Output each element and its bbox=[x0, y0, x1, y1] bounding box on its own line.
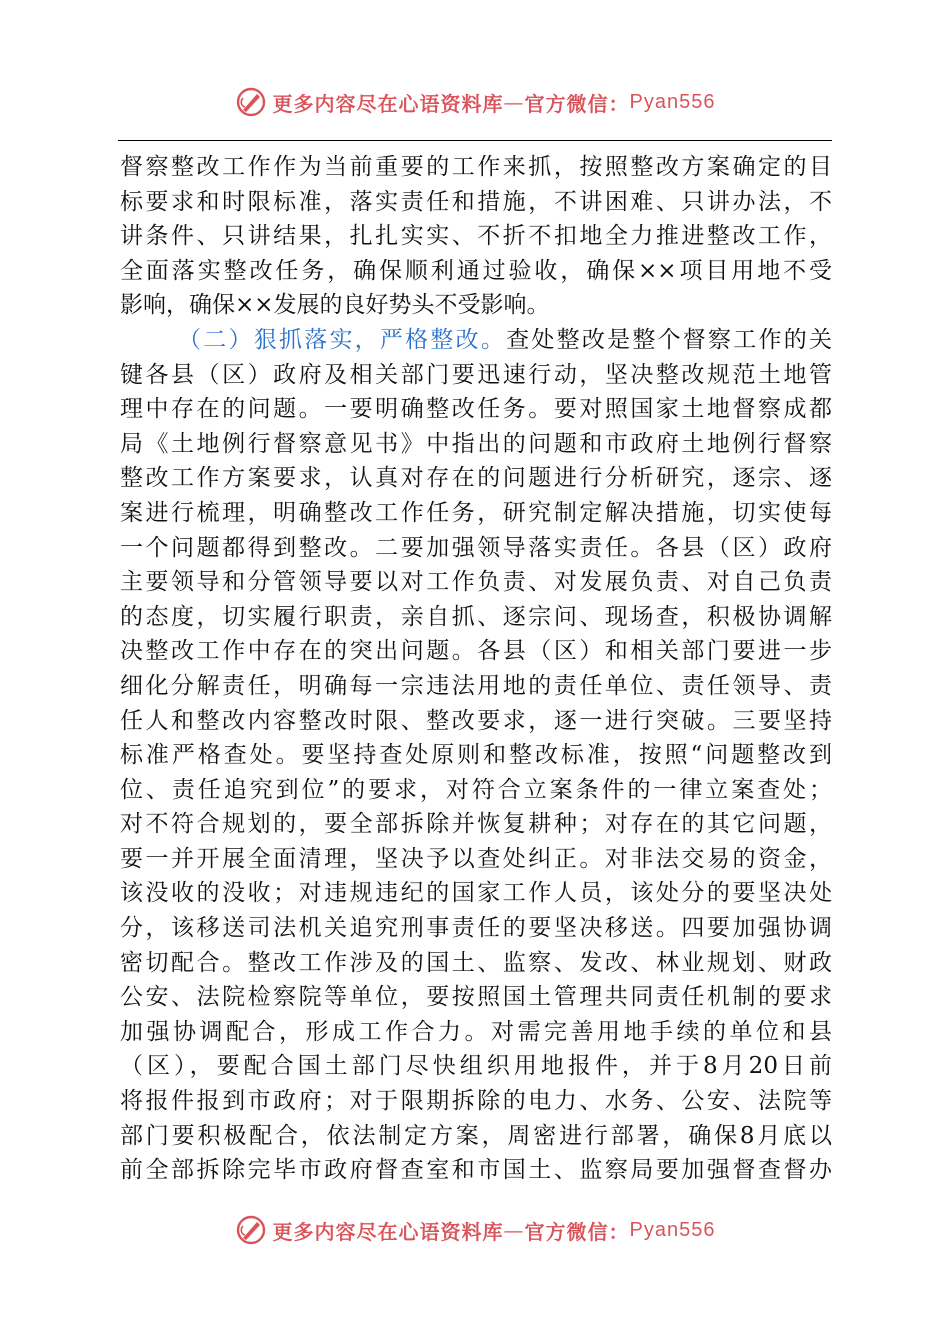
footer-brand: 更多内容尽在心语资料库 bbox=[272, 1219, 504, 1244]
body-line: 决整改工作中存在的突出问题。各县（区）和相关部门要进一步 bbox=[120, 638, 832, 665]
header-separator: — bbox=[503, 90, 525, 114]
body-line: 影响，确保××发展的良好势头不受影响。 bbox=[120, 292, 550, 319]
body-line: 标准严格查处。要坚持查处原则和整改标准，按照“问题整改到 bbox=[120, 742, 832, 769]
body-line: 对不符合规划的，要全部拆除并恢复耕种；对存在的其它问题， bbox=[120, 811, 832, 838]
body-line: 加强协调配合，形成工作合力。对需完善用地手续的单位和县 bbox=[120, 1018, 832, 1045]
body-line: 主要领导和分管领导要以对工作负责、对发展负责、对自己负责 bbox=[120, 569, 832, 596]
body-line: 局《土地例行督察意见书》中指出的问题和市政府土地例行督察 bbox=[120, 430, 832, 457]
body-line: 键各县（区）政府及相关部门要迅速行动，坚决整改规范土地管 bbox=[120, 361, 832, 388]
body-line: 位、责任追究到位”的要求，对符合立案条件的一律立案查处； bbox=[120, 776, 832, 803]
footer-wechat-id: Pyan556 bbox=[629, 1218, 716, 1241]
body-line: 整改工作方案要求，认真对存在的问题进行分析研究，逐宗、逐 bbox=[120, 465, 832, 492]
document-body bbox=[120, 150, 832, 1188]
header-wechat-label: 官方微信： bbox=[524, 91, 630, 116]
body-line: 案进行梳理，明确整改工作任务，研究制定解决措施，切实使每 bbox=[120, 499, 832, 526]
body-line: 一个问题都得到整改。二要加强领导落实责任。各县（区）政府 bbox=[120, 534, 832, 561]
body-line: 标要求和时限标准，落实责任和措施，不讲困难、只讲办法，不 bbox=[120, 188, 832, 215]
body-line: 任人和整改内容整改时限、整改要求，逐一进行突破。三要坚持 bbox=[120, 707, 832, 734]
section-2-first-text: 查处整改是整个督察工作的关 bbox=[506, 326, 833, 353]
quill-seal-icon bbox=[235, 86, 267, 118]
body-line: 要一并开展全面清理，坚决予以查处纠正。对非法交易的资金， bbox=[120, 845, 832, 872]
header-brand: 更多内容尽在心语资料库 bbox=[272, 91, 504, 116]
body-line: 分，该移送司法机关追究刑事责任的要坚决移送。四要加强协调 bbox=[120, 915, 832, 942]
body-line: 部门要积极配合，依法制定方案，周密进行部署，确保8月底以 bbox=[120, 1122, 832, 1149]
body-line: 理中存在的问题。一要明确整改任务。要对照国家土地督察成都 bbox=[120, 396, 832, 423]
body-line: 的态度，切实履行职责，亲自抓、逐宗问、现场查，积极协调解 bbox=[120, 603, 832, 630]
body-line: 公安、法院检察院等单位，要按照国土管理共同责任机制的要求 bbox=[120, 984, 832, 1011]
header-watermark bbox=[0, 82, 950, 122]
header-divider bbox=[118, 140, 832, 141]
body-line: 讲条件、只讲结果，扎扎实实、不折不扣地全力推进整改工作， bbox=[120, 223, 832, 250]
body-line: 该没收的没收；对违规违纪的国家工作人员，该处分的要坚决处 bbox=[120, 880, 832, 907]
body-line: 细化分解责任，明确每一宗违法用地的责任单位、责任领导、责 bbox=[120, 672, 832, 699]
body-line: 全面落实整改任务，确保顺利通过验收，确保××项目用地不受 bbox=[120, 257, 832, 284]
body-line: 前全部拆除完毕市政府督查室和市国土、监察局要加强督查督办 bbox=[120, 1157, 832, 1184]
footer-watermark bbox=[0, 1210, 950, 1250]
section-2-first-line bbox=[120, 323, 832, 358]
footer-wechat-label: 官方微信： bbox=[524, 1219, 630, 1244]
body-line: 将报件报到市政府；对于限期拆除的电力、水务、公安、法院等 bbox=[120, 1088, 832, 1115]
body-line: 密切配合。整改工作涉及的国土、监察、发改、林业规划、财政 bbox=[120, 949, 832, 976]
section-2-heading: （二）狠抓落实，严格整改。 bbox=[178, 326, 507, 353]
quill-seal-icon bbox=[235, 1214, 267, 1246]
footer-separator: — bbox=[503, 1218, 525, 1242]
header-wechat-id: Pyan556 bbox=[629, 90, 716, 113]
body-line: 督察整改工作作为当前重要的工作来抓，按照整改方案确定的目 bbox=[120, 154, 832, 180]
body-line: （区），要配合国土部门尽快组织用地报件，并于8月20日前 bbox=[120, 1053, 832, 1080]
